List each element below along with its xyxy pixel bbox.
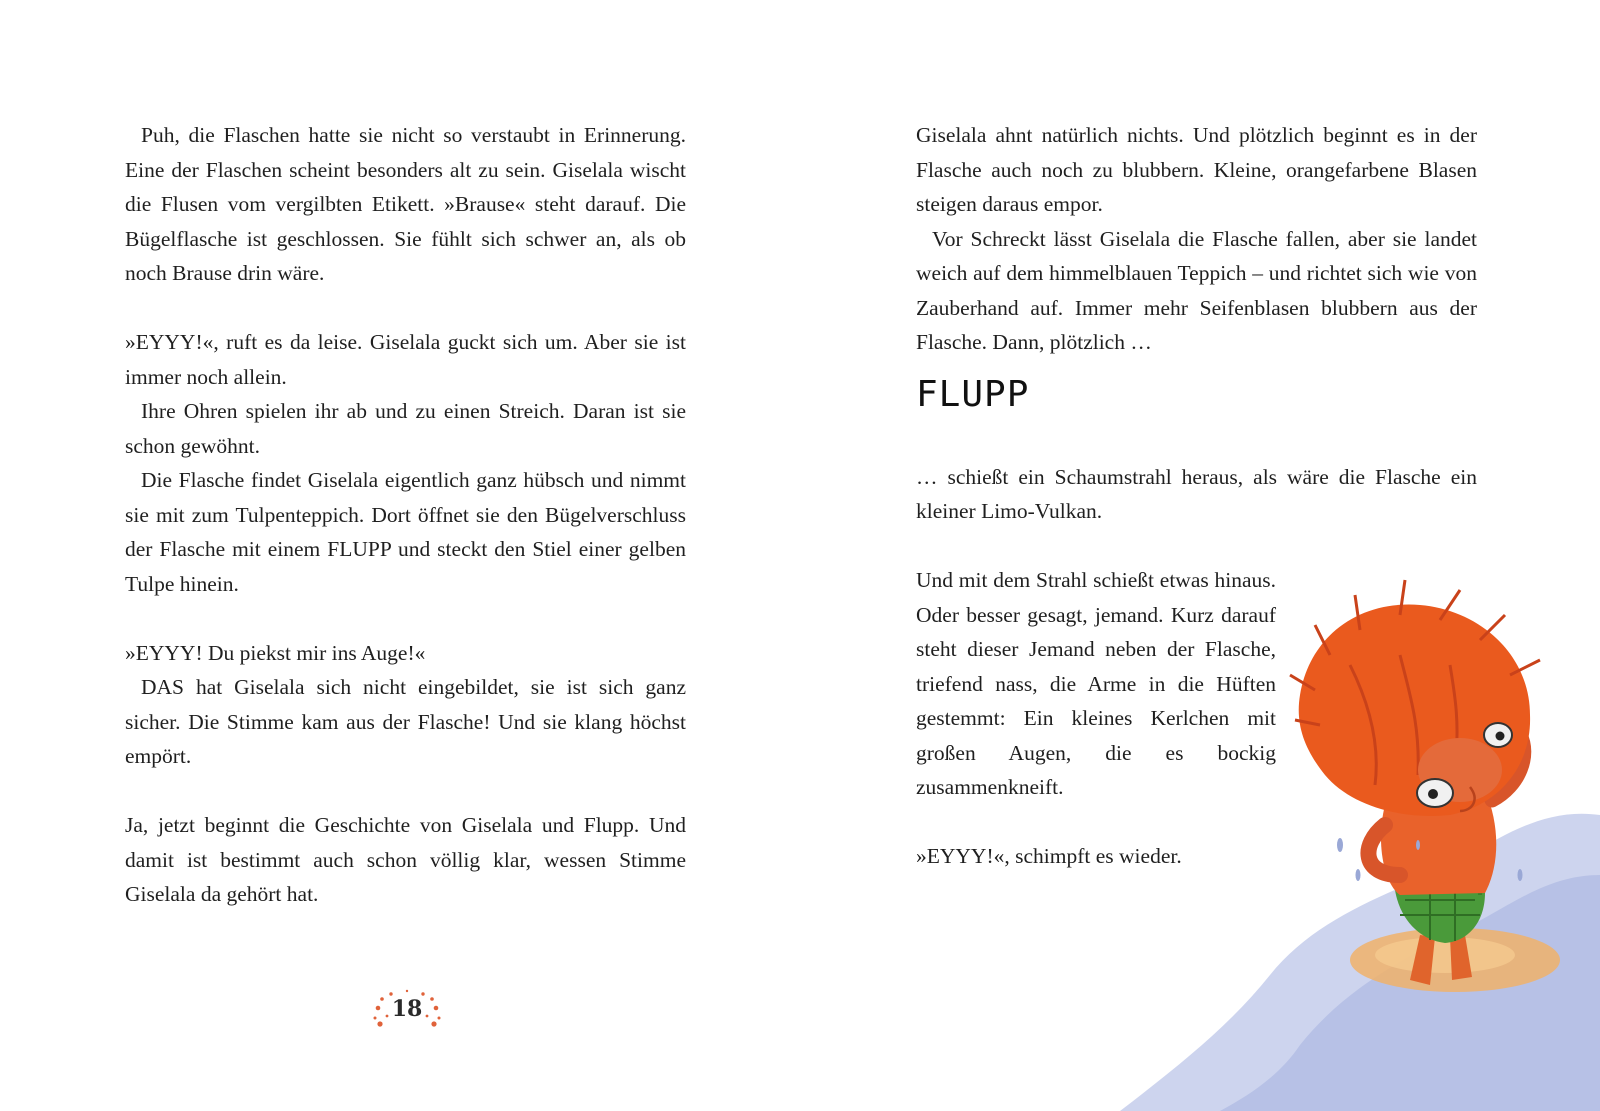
paragraph: Ihre Ohren spielen ihr ab und zu einen Streich. Daran ist sie schon gewöhnt. [125, 399, 686, 458]
paragraph: Puh, die Flaschen hatte sie nicht so verstaubt in Erinnerung. Eine der Flaschen scheint besonders alt zu sein. Giselala wischt die Flusen vom vergilbten Etikett. »Brause« steht darauf. Die Bügelflasche ist geschlossen. Sie fühlt sich schwer an, als ob noch Brause drin wäre. [125, 123, 686, 285]
paragraph: DAS hat Giselala sich nicht eingebildet, sie ist sich ganz sicher. Die Stimme kam aus der Flasche! Und sie klang höchst empört. [125, 675, 686, 768]
paragraph: Vor Schreckt lässt Giselala die Flasche fallen, aber sie landet weich auf dem himmelblauen Teppich – und richtet sich wie von Zauberhand auf. Immer mehr Seifenblasen blubbern aus der Flasche. Dann, plötzlich … [916, 226, 1477, 354]
paragraph: Ja, jetzt beginnt die Geschichte von Giselala und Flupp. Und damit ist bestimmt auch schon völlig klar, wessen Stimme Giselala da gehört hat. [125, 813, 686, 906]
page-number [372, 986, 442, 1036]
flupp-heading: FLUPP [916, 373, 1030, 415]
paragraph: »EYYY!«, schimpft es wieder. [916, 844, 1182, 868]
left-page-text [125, 118, 686, 912]
paragraph: Die Flasche findet Giselala eigentlich ganz hübsch und nimmt sie mit zum Tulpenteppich. Dort öffnet sie den Bügelverschluss der Flasche mit einem FLUPP und steckt den Stiel einer gelben Tulpe hinein. [125, 468, 686, 596]
page-number-label: 18 [391, 996, 423, 1022]
paragraph: »EYYY! Du piekst mir ins Auge!« [125, 640, 426, 665]
paragraph: Und mit dem Strahl schießt etwas hinaus. Oder besser gesagt, jemand. Kurz darauf steht dieser Jemand neben der Flasche, triefend nass, die Arme in die Hüften gestemmt: Ein kleines Kerlchen mit großen Augen, die es bockig zusammenkneift. [916, 568, 1276, 799]
flupp-character-illustration [1100, 575, 1600, 1111]
paragraph: Giselala ahnt natürlich nichts. Und plötzlich beginnt es in der Flasche auch noch zu blubbern. Kleine, orangefarbene Blasen steigen daraus empor. [916, 123, 1477, 216]
right-page [800, 0, 1600, 1111]
paragraph: »EYYY!«, ruft es da leise. Giselala guckt sich um. Aber sie ist immer noch allein. [125, 330, 686, 389]
paragraph: … schießt ein Schaumstrahl heraus, als wäre die Flasche ein kleiner Limo-Vulkan. [916, 464, 1477, 523]
